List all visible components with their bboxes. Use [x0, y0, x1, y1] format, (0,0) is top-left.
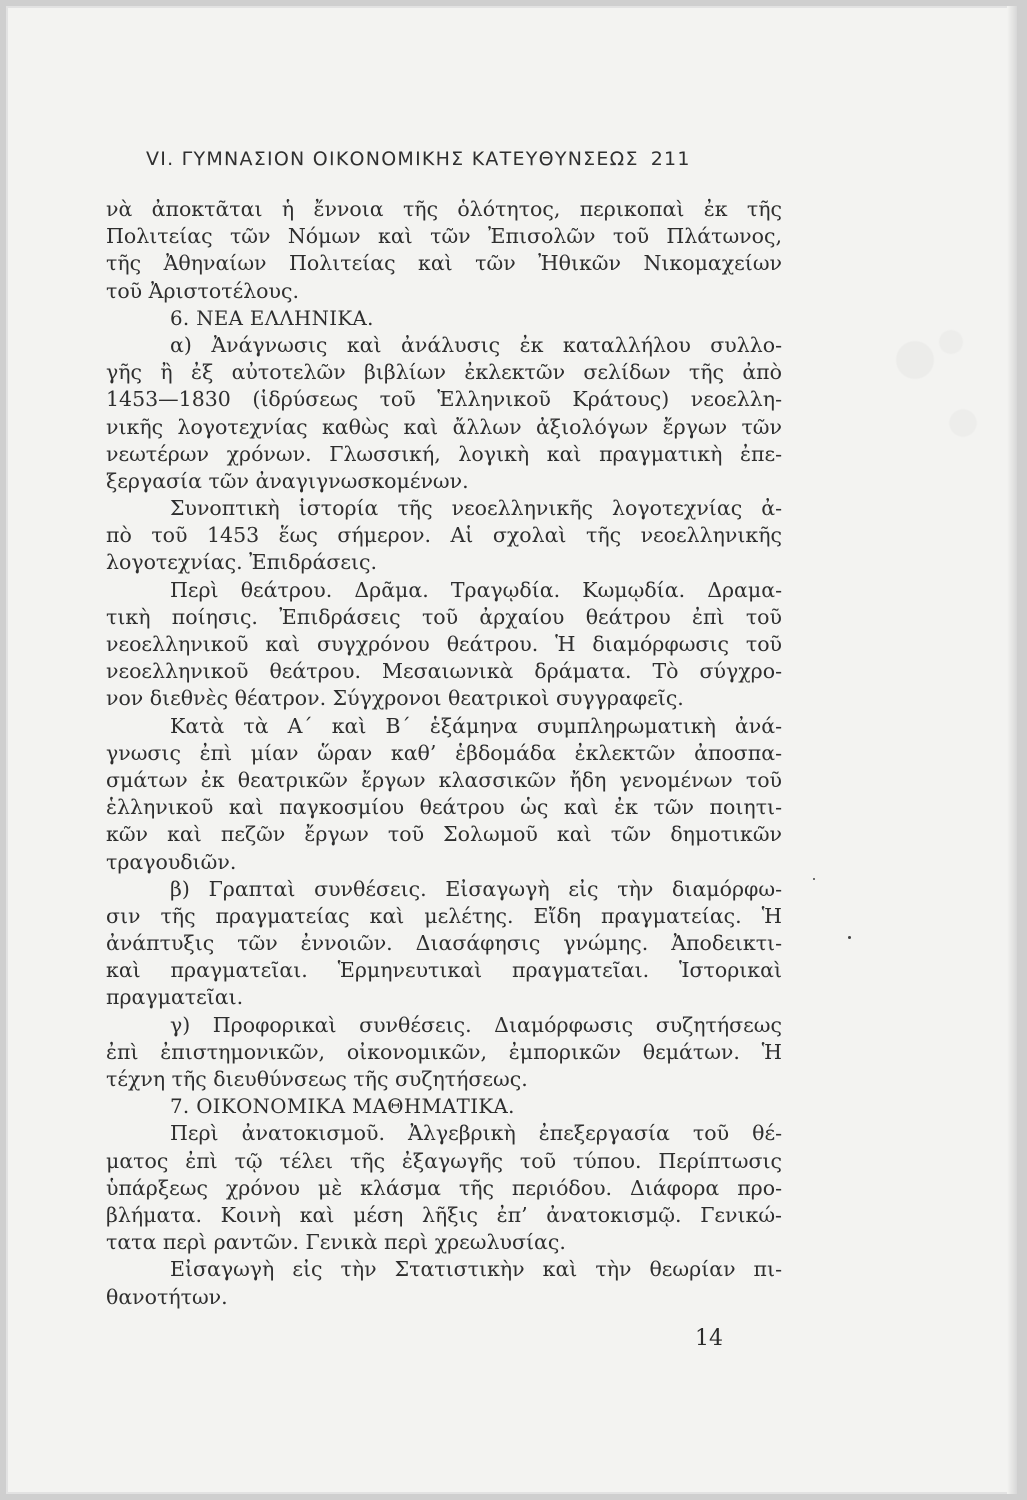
text-line: νον διεθνὲς θέατρον. Σύγχρονοι θεατρικοὶ συγγραφεῖς.	[106, 686, 684, 711]
paper-speck	[848, 936, 851, 939]
text-line: νεοελληνικοῦ θεάτρου. Μεσαιωνικὰ δράματα. Τὸ σύγχρο-	[106, 659, 782, 684]
text-line: α) Ἀνάγνωσις καὶ ἀνάλυσις ἐκ καταλλήλου συλλο-	[170, 332, 782, 357]
running-header	[146, 148, 778, 178]
scanned-page	[6, 6, 1017, 1494]
text-line: πραγματεῖαι.	[106, 985, 244, 1010]
text-line: Συνοπτικὴ ἱστορία τῆς νεοελληνικῆς λογοτεχνίας ἀ-	[170, 496, 782, 521]
text-line: γῆς ἢ ἐξ αὐτοτελῶν βιβλίων ἐκλεκτῶν σελίδων τῆς ἀπὸ	[106, 360, 782, 385]
text-line: ἑλληνικοῦ καὶ παγκοσμίου θεάτρου ὡς καὶ ἐκ τῶν ποιητι-	[106, 795, 782, 820]
text-line: ἐπὶ ἐπιστημονικῶν, οἰκονομικῶν, ἐμπορικῶν θεμάτων. Ἡ	[106, 1039, 782, 1064]
running-header-title: VI. ΓΥΜΝΑΣΙΟΝ ΟΙΚΟΝΟΜΙΚΗΣ ΚΑΤΕΥΘΥΝΣΕΩΣ	[146, 148, 639, 170]
text-line: κῶν καὶ πεζῶν ἔργων τοῦ Σολωμοῦ καὶ τῶν δημοτικῶν	[106, 822, 782, 847]
text-line: τατα περὶ ραντῶν. Γενικὰ περὶ χρεωλυσίας.	[106, 1230, 566, 1255]
text-line: Περὶ ἀνατοκισμοῦ. Ἀλγεβρικὴ ἐπεξεργασία τοῦ θέ-	[170, 1121, 782, 1146]
page-edge-shadow	[1007, 6, 1017, 1494]
text-line: νεωτέρων χρόνων. Γλωσσική, λογικὴ καὶ πραγματικὴ ἐπε-	[106, 441, 782, 466]
page-number: 14	[695, 1326, 723, 1351]
text-line: πὸ τοῦ 1453 ἕως σήμερον. Αἱ σχολαὶ τῆς νεοελληνικῆς	[106, 523, 782, 548]
paper-stain	[879, 306, 999, 486]
text-line: ὑπάρξεως χρόνου μὲ κλάσμα τῆς περιόδου. Διάφορα προ-	[106, 1175, 782, 1200]
text-line: βλήματα. Κοινὴ καὶ μέση λῆξις ἐπ’ ἀνατοκισμῷ. Γενικώ-	[106, 1202, 782, 1227]
text-line: τῆς Ἀθηναίων Πολιτείας καὶ τῶν Ἠθικῶν Νικομαχείων	[106, 251, 782, 276]
text-line: νὰ ἀποκτᾶται ἡ ἔννοια τῆς ὁλότητος, περικοπαὶ ἐκ τῆς	[106, 197, 782, 221]
running-header-page-number: 211	[650, 148, 691, 170]
text-line: β) Γραπταὶ συνθέσεις. Εἰσαγωγὴ εἰς τὴν διαμόρφω-	[170, 876, 782, 901]
paper-speck	[813, 878, 815, 880]
text-line: νικῆς λογοτεχνίας καθὼς καὶ ἄλλων ἀξιολόγων ἔργων τῶν	[106, 414, 782, 439]
text-line: λογοτεχνίας. Ἐπιδράσεις.	[106, 550, 378, 575]
text-line: τικὴ ποίησις. Ἐπιδράσεις τοῦ ἀρχαίου θεάτρου ἐπὶ τοῦ	[106, 604, 782, 629]
text-line: Κατὰ τὰ Α΄ καὶ Β΄ ἑξάμηνα συμπληρωματικὴ ἀνά-	[170, 713, 782, 738]
text-line: ἀνάπτυξις τῶν ἐννοιῶν. Διασάφησις γνώμης. Ἀποδεικτι-	[106, 931, 782, 956]
text-line: γνωσις ἐπὶ μίαν ὥραν καθ’ ἑβδομάδα ἐκλεκτῶν ἀποσπα-	[106, 740, 782, 765]
text-line: θανοτήτων.	[106, 1284, 228, 1309]
text-line: γ) Προφορικαὶ συνθέσεις. Διαμόρφωσις συζητήσεως	[170, 1012, 782, 1037]
text-line: Πολιτείας τῶν Νόμων καὶ τῶν Ἐπισολῶν τοῦ Πλάτωνος,	[106, 224, 782, 249]
text-line: Εἰσαγωγὴ εἰς τὴν Στατιστικὴν καὶ τὴν θεωρίαν πι-	[170, 1257, 782, 1282]
text-line: τραγουδιῶν.	[106, 849, 237, 874]
text-line: Περὶ θεάτρου. Δρᾶμα. Τραγῳδία. Κωμῳδία. Δραμα-	[170, 577, 782, 602]
body-text	[106, 196, 782, 1311]
section-heading: 6. ΝΕΑ ΕΛΛΗΝΙΚΑ.	[170, 306, 374, 330]
text-line: 1453—1830 (ἱδρύσεως τοῦ Ἑλληνικοῦ Κράτους) νεοελλη-	[106, 387, 782, 412]
text-line: καὶ πραγματεῖαι. Ἑρμηνευτικαὶ πραγματεῖαι. Ἱστορικαὶ	[106, 958, 782, 983]
text-line: τοῦ Ἀριστοτέλους.	[106, 278, 299, 303]
text-line: σμάτων ἐκ θεατρικῶν ἔργων κλασσικῶν ἤδη γενομένων τοῦ	[106, 767, 782, 792]
text-line: νεοελληνικοῦ καὶ συγχρόνου θεάτρου. Ἡ διαμόρφωσις τοῦ	[106, 632, 782, 656]
text-line: ξεργασία τῶν ἀναγιγνωσκομένων.	[106, 468, 469, 493]
text-line: σιν τῆς πραγματείας καὶ μελέτης. Εἴδη πραγματείας. Ἡ	[106, 903, 782, 928]
text-line: τέχνη τῆς διευθύνσεως τῆς συζητήσεως.	[106, 1067, 528, 1091]
text-line: ματος ἐπὶ τῷ τέλει τῆς ἐξαγωγῆς τοῦ τύπου. Περίπτωσις	[106, 1148, 782, 1173]
section-heading: 7. ΟΙΚΟΝΟΜΙΚΑ ΜΑΘΗΜΑΤΙΚΑ.	[170, 1095, 515, 1119]
